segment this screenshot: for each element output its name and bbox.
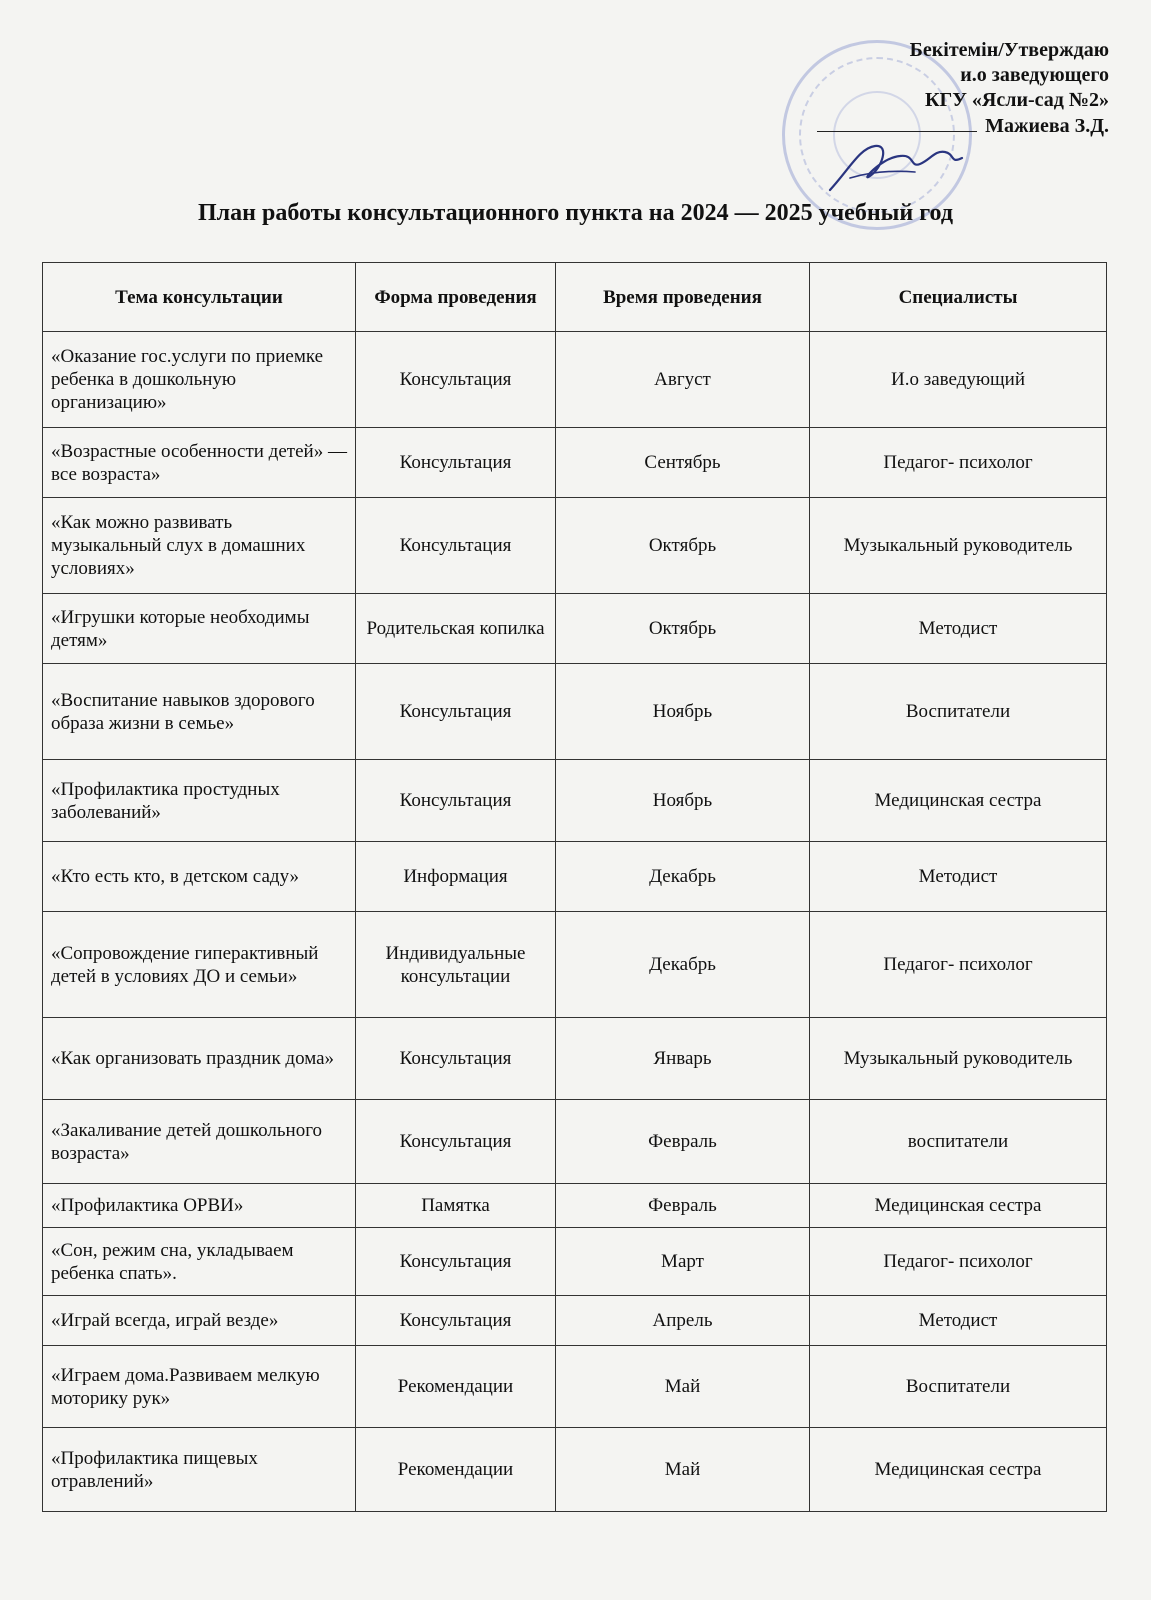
- cell-form: Консультация: [356, 1018, 556, 1100]
- cell-time: Май: [556, 1428, 810, 1512]
- cell-specialist: Воспитатели: [810, 1346, 1107, 1428]
- cell-time: Март: [556, 1228, 810, 1296]
- approval-line-2: и.о заведующего: [960, 64, 1109, 86]
- table-row: [43, 842, 1107, 912]
- cell-topic: «Возрастные особенности детей» — все возраста»: [43, 428, 356, 498]
- cell-specialist: И.о заведующий: [810, 332, 1107, 428]
- cell-time: Декабрь: [556, 912, 810, 1018]
- header-time: Время проведения: [556, 263, 810, 332]
- cell-time: Ноябрь: [556, 760, 810, 842]
- cell-specialist: Музыкальный руководитель: [810, 498, 1107, 594]
- cell-time: Декабрь: [556, 842, 810, 912]
- signer-name: Мажиева З.Д.: [985, 115, 1109, 137]
- handwritten-signature: [820, 128, 970, 203]
- table-row: [43, 332, 1107, 428]
- cell-form: Рекомендации: [356, 1346, 556, 1428]
- cell-form: Информация: [356, 842, 556, 912]
- cell-form: Консультация: [356, 1228, 556, 1296]
- cell-form: Консультация: [356, 1296, 556, 1346]
- cell-specialist: воспитатели: [810, 1100, 1107, 1184]
- header-form: Форма проведения: [356, 263, 556, 332]
- cell-specialist: Педагог- психолог: [810, 912, 1107, 1018]
- cell-topic: «Как можно развивать музыкальный слух в домашних условиях»: [43, 498, 356, 594]
- cell-form: Консультация: [356, 664, 556, 760]
- cell-topic: «Профилактика простудных заболеваний»: [43, 760, 356, 842]
- cell-specialist: Медицинская сестра: [810, 1428, 1107, 1512]
- cell-form: Родительская копилка: [356, 594, 556, 664]
- page-title: План работы консультационного пункта на 2024 — 2025 учебный год: [198, 200, 953, 226]
- header-specialists: Специалисты: [810, 263, 1107, 332]
- cell-topic: «Воспитание навыков здорового образа жизни в семье»: [43, 664, 356, 760]
- cell-topic: «Как организовать праздник дома»: [43, 1018, 356, 1100]
- cell-time: Сентябрь: [556, 428, 810, 498]
- cell-specialist: Методист: [810, 594, 1107, 664]
- table-row: [43, 1184, 1107, 1228]
- cell-time: Апрель: [556, 1296, 810, 1346]
- table-row: [43, 1428, 1107, 1512]
- cell-topic: «Профилактика пищевых отравлений»: [43, 1428, 356, 1512]
- cell-form: Консультация: [356, 760, 556, 842]
- cell-time: Январь: [556, 1018, 810, 1100]
- table-row: [43, 498, 1107, 594]
- cell-specialist: Музыкальный руководитель: [810, 1018, 1107, 1100]
- cell-time: Май: [556, 1346, 810, 1428]
- cell-time: Октябрь: [556, 594, 810, 664]
- cell-form: Памятка: [356, 1184, 556, 1228]
- table-row: [43, 1100, 1107, 1184]
- cell-topic: «Оказание гос.услуги по приемке ребенка в дошкольную организацию»: [43, 332, 356, 428]
- table-row: [43, 912, 1107, 1018]
- cell-topic: «Профилактика ОРВИ»: [43, 1184, 356, 1228]
- cell-topic: «Кто есть кто, в детском саду»: [43, 842, 356, 912]
- cell-form: Консультация: [356, 428, 556, 498]
- cell-specialist: Методист: [810, 842, 1107, 912]
- table-body: [43, 332, 1107, 1512]
- cell-time: Февраль: [556, 1100, 810, 1184]
- cell-specialist: Воспитатели: [810, 664, 1107, 760]
- cell-time: Август: [556, 332, 810, 428]
- approval-line-1: Бекітемін/Утверждаю: [909, 39, 1109, 61]
- header-topic: Тема консультации: [43, 263, 356, 332]
- table-header-row: [43, 263, 1107, 332]
- cell-topic: «Играй всегда, играй везде»: [43, 1296, 356, 1346]
- cell-form: Рекомендации: [356, 1428, 556, 1512]
- table-row: [43, 1346, 1107, 1428]
- cell-topic: «Сопровождение гиперактивный детей в условиях ДО и семьи»: [43, 912, 356, 1018]
- consultation-plan-table: [42, 262, 1107, 1512]
- cell-time: Февраль: [556, 1184, 810, 1228]
- table-row: [43, 428, 1107, 498]
- cell-topic: «Сон, режим сна, укладываем ребенка спать».: [43, 1228, 356, 1296]
- cell-form: Индивидуальные консультации: [356, 912, 556, 1018]
- cell-form: Консультация: [356, 498, 556, 594]
- cell-specialist: Методист: [810, 1296, 1107, 1346]
- approval-block: [817, 38, 1109, 139]
- cell-specialist: Педагог- психолог: [810, 1228, 1107, 1296]
- table-row: [43, 1018, 1107, 1100]
- table-row: [43, 594, 1107, 664]
- table-row: [43, 760, 1107, 842]
- cell-specialist: Педагог- психолог: [810, 428, 1107, 498]
- cell-specialist: Медицинская сестра: [810, 1184, 1107, 1228]
- approval-line-3: КГУ «Ясли-сад №2»: [925, 89, 1109, 111]
- cell-form: Консультация: [356, 1100, 556, 1184]
- table-row: [43, 1296, 1107, 1346]
- cell-time: Октябрь: [556, 498, 810, 594]
- cell-topic: «Играем дома.Развиваем мелкую моторику рук»: [43, 1346, 356, 1428]
- cell-form: Консультация: [356, 332, 556, 428]
- cell-topic: «Закаливание детей дошкольного возраста»: [43, 1100, 356, 1184]
- cell-time: Ноябрь: [556, 664, 810, 760]
- cell-topic: «Игрушки которые необходимы детям»: [43, 594, 356, 664]
- table-row: [43, 1228, 1107, 1296]
- table-row: [43, 664, 1107, 760]
- cell-specialist: Медицинская сестра: [810, 760, 1107, 842]
